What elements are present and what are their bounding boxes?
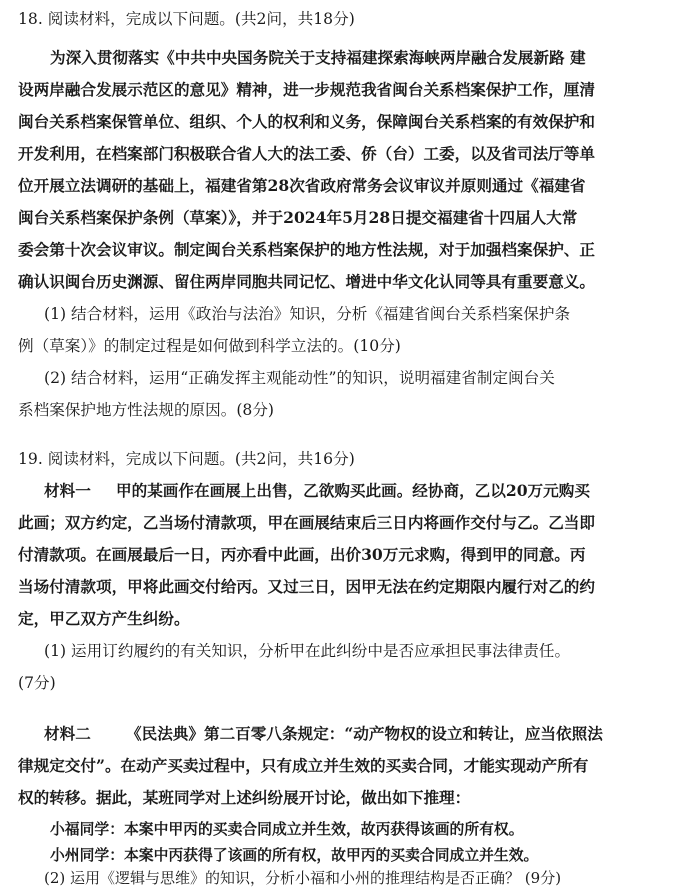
q19-material2-line: 律规定交付”。在动产买卖过程中，只有成立并生效的买卖合同，才能实现动产所有 (18, 756, 589, 775)
q19-header: 19. 阅读材料，完成以下问题。(共2问，共16分) (18, 450, 355, 468)
q18-material-line: 确认识闽台历史渊源、留住两岸同胞共同记忆、增进中华文化认同等具有重要意义。 (18, 272, 595, 291)
q19-student-statement: 小州同学：本案中丙获得了该画的所有权，故甲丙的买卖合同成立并生效。 (50, 847, 539, 864)
q19-material1-label: 材料一 (44, 481, 91, 500)
q18-sub2-line: (2) 结合材料，运用“正确发挥主观能动性”的知识，说明福建省制定闽台关 (44, 369, 555, 387)
q19-material1-line: 当场付清款项，甲将此画交付给丙。又过三日，因甲无法在约定期限内履行对乙的约 (18, 577, 595, 596)
q18-material-line: 闽台关系档案保护条例（草案）》，并于2024年5月28日提交福建省十四届人大常 (18, 208, 578, 227)
q18-material-line: 设两岸融合发展示范区的意见》精神，进一步规范我省闽台关系档案保护工作，厘清 (18, 80, 595, 99)
q19-student-statement: 小福同学：本案中甲丙的买卖合同成立并生效，故丙获得该画的所有权。 (50, 821, 524, 838)
q19-sub1-line: (7分) (18, 674, 56, 692)
q18-sub2-line: 系档案保护地方性法规的原因。(8分) (18, 401, 274, 419)
q18-material-line: 开发利用，在档案部门积极联合省人大的法工委、侨（台）工委，以及省司法厅等单 (18, 144, 595, 163)
q19-material1-line: 定，甲乙双方产生纠纷。 (18, 609, 190, 628)
q18-header: 18. 阅读材料，完成以下问题。(共2问，共18分) (18, 10, 355, 28)
q19-material2-line: 《民法典》第二百零八条规定：“动产物权的设立和转让，应当依照法 (126, 724, 603, 743)
q18-material-line: 委会第十次会议审议。制定闽台关系档案保护的地方性法规，对于加强档案保护、正 (18, 240, 595, 259)
q19-material1-line: 付清款项。在画展最后一日，丙亦看中此画，出价30万元求购，得到甲的同意。丙 (18, 545, 586, 564)
q18-material-line: 闽台关系档案保管单位、组织、个人的权利和义务，保障闽台关系档案的有效保护和 (18, 112, 595, 131)
q18-material-line: 为深入贯彻落实《中共中央国务院关于支持福建探索海峡两岸融合发展新路 建 (50, 48, 586, 67)
q18-material-line: 位开展立法调研的基础上，福建省第28次省政府常务会议审议并原则通过《福建省 (18, 176, 586, 195)
q19-sub2-line: (2) 运用《逻辑与思维》的知识，分析小福和小州的推理结构是否正确？ (9分) (44, 869, 562, 887)
q19-material1-line: 此画；双方约定，乙当场付清款项，甲在画展结束后三日内将画作交付与乙。乙当即 (18, 513, 595, 532)
q19-material2-label: 材料二 (44, 724, 91, 743)
q19-sub1-line: (1) 运用订约履约的有关知识，分析甲在此纠纷中是否应承担民事法律责任。 (44, 642, 571, 660)
q18-sub1-line: (1) 结合材料，运用《政治与法治》知识，分析《福建省闽台关系档案保护条 (44, 305, 571, 323)
q19-sub2-line: 分) (540, 869, 562, 887)
q19-material1-line: 甲的某画作在画展上出售，乙欲购买此画。经协商，乙以20万元购买 (116, 481, 590, 500)
q19-material2-line: 权的转移。据此，某班同学对上述纠纷展开讨论，做出如下推理： (18, 788, 471, 807)
q18-sub1-line: 例（草案）》的制定过程是如何做到科学立法的。(10分) (18, 337, 401, 355)
